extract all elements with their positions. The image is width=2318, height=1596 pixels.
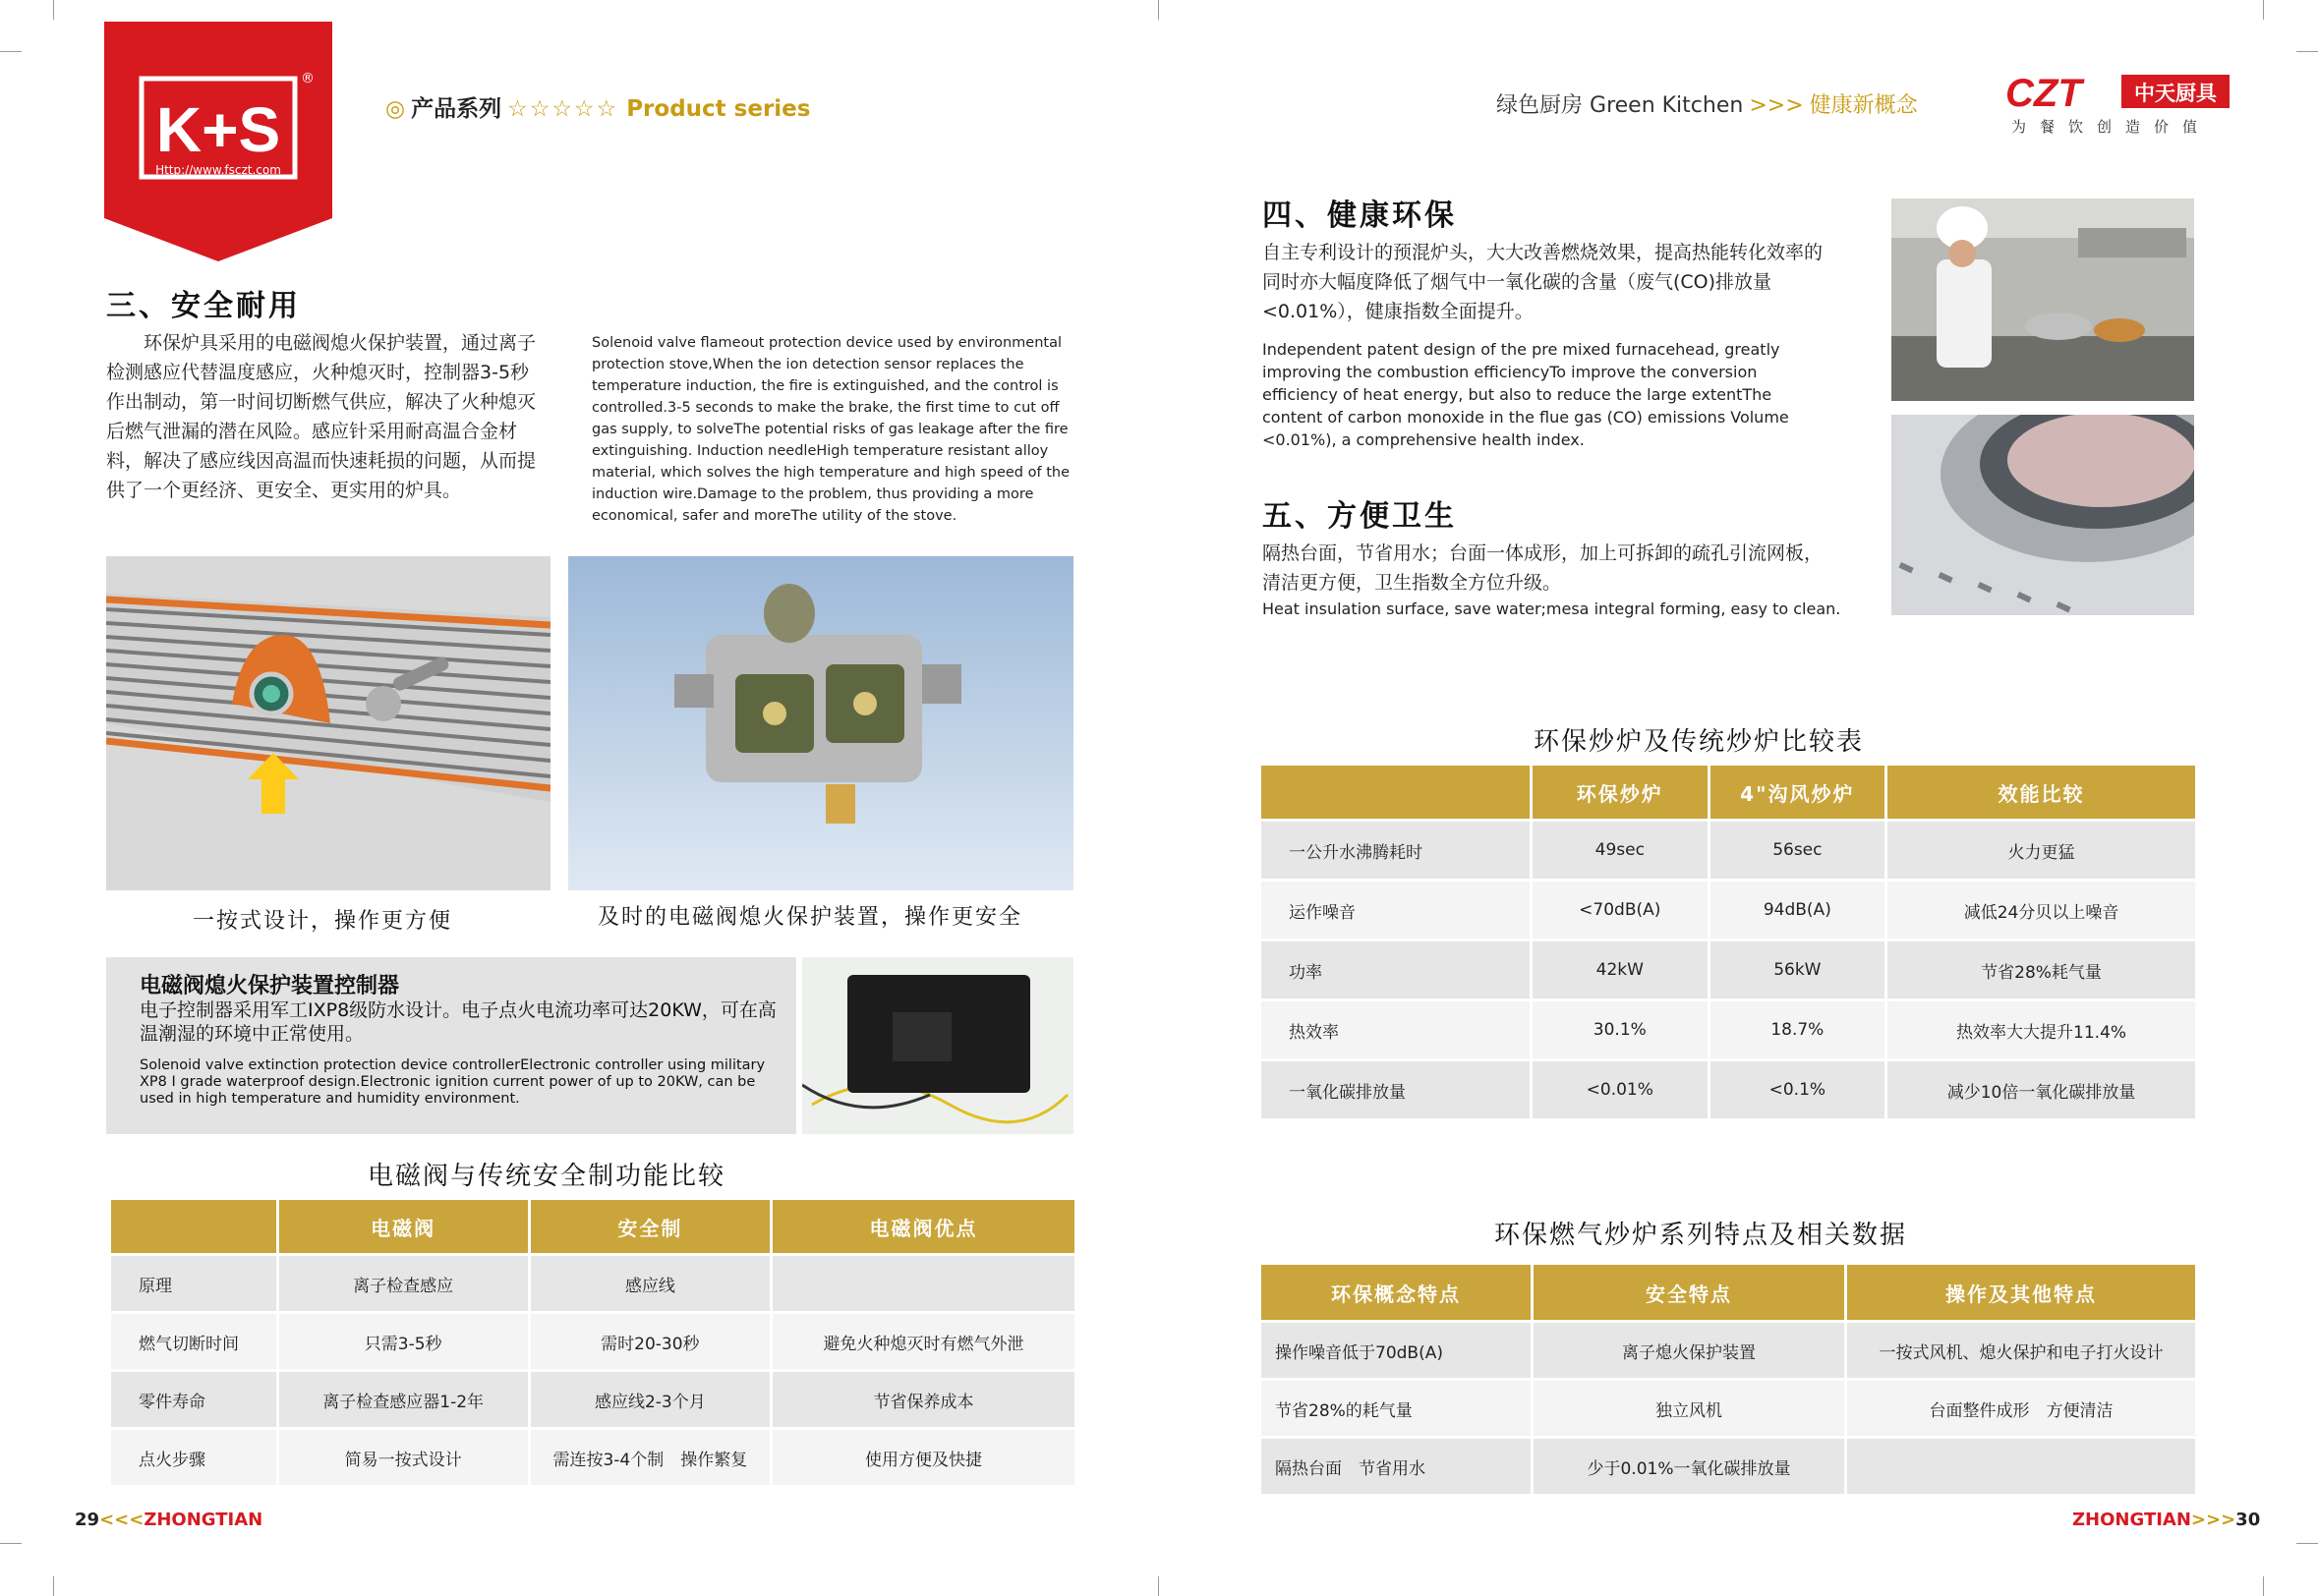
- section4-title: 四、健康环保: [1262, 199, 1457, 233]
- section4-zh: 自主专利设计的预混炉头，大大改善燃烧效果，提高热能转化效率的同时亦大幅度降低了烟气中一氧化碳的含量（废气(CO)排放量<0.01%），健康指数全面提升。: [1262, 242, 1824, 322]
- controller-title: 电磁阀熄火保护装置控制器: [140, 974, 400, 998]
- table-cell: 49sec: [1533, 822, 1708, 879]
- table-cell: <0.01%: [1533, 1061, 1708, 1118]
- ks-logo: [104, 22, 332, 261]
- table-row: [1261, 1323, 2195, 1378]
- section3-en: Solenoid valve flameout protection device used by environmental protection stove,When the ion detection sensor replaces the temperature induction, the fire is extinguished, and the control is controlled.3-5 seconds to make the brake, the first time to cut off gas supply, to solveThe potential risks of gas leakage after the fire extinguishing. Induction needleHigh temperature resistant alloy material, which solves the high temperature and high speed of the induction wire.Damage to the problem, thus providing a more economical, safer and moreThe utility of the stove.: [592, 335, 1070, 524]
- burner-surface-photo: [1891, 415, 2194, 615]
- header-concept: 健康新概念: [1809, 93, 1918, 118]
- section5-zh: 隔热台面，节省用水；台面一体成形，加上可拆卸的疏孔引流网板，清洁更方便，卫生指数全方位升级。: [1262, 542, 1824, 594]
- table-header-cell: 电磁阀: [279, 1200, 528, 1253]
- table-row: [111, 1314, 1074, 1369]
- table-row: [111, 1372, 1074, 1427]
- crop-mark: [1158, 1576, 1159, 1596]
- table-cell: 56sec: [1710, 822, 1885, 879]
- table-header-row: [1261, 1265, 2195, 1320]
- section3-title: 三、安全耐用: [106, 289, 301, 323]
- controller-photo: [802, 957, 1073, 1134]
- header-label-en: Green Kitchen: [1590, 93, 1744, 118]
- table-cell: 节省28%耗气量: [1887, 941, 2195, 998]
- header-green-kitchen: [1496, 88, 1918, 119]
- table-cell: 94dB(A): [1710, 882, 1885, 939]
- table-cell: <0.1%: [1710, 1061, 1885, 1118]
- table-stove: [1258, 763, 2198, 1121]
- header-label: 产品系列: [411, 96, 502, 122]
- page-number: 29: [75, 1510, 100, 1530]
- table-cell: 台面整件成形 方便清洁: [1847, 1381, 2195, 1436]
- table-cell: 火力更猛: [1887, 822, 2195, 879]
- table-row: [1261, 1061, 2195, 1118]
- page-number-left: [75, 1510, 262, 1530]
- table-cell: 功率: [1261, 941, 1530, 998]
- header-series: Product series: [626, 96, 811, 122]
- table-cell: 操作噪音低于70dB(A): [1261, 1323, 1531, 1378]
- table-features: [1258, 1262, 2198, 1497]
- table-cell: 节省28%的耗气量: [1261, 1381, 1531, 1436]
- arrows-icon: >>>: [2190, 1510, 2236, 1530]
- crop-mark: [2263, 0, 2264, 20]
- one-button-photo: [106, 556, 551, 890]
- table-header-cell: 安全制: [531, 1200, 770, 1253]
- table-cell: 需时20-30秒: [531, 1314, 770, 1369]
- table-valve-title: 电磁阀与传统安全制功能比较: [368, 1162, 726, 1191]
- table-header-cell: 操作及其他特点: [1847, 1265, 2195, 1320]
- table-header-cell: 效能比较: [1887, 766, 2195, 819]
- section3-zh: 环保炉具采用的电磁阀熄火保护装置，通过离子检测感应代替温度感应，火种熄灭时，控制器3-5秒作出制动，第一时间切断燃气供应，解决了火种熄灭后燃气泄漏的潜在风险。感应针采用耐高温合金材料，解决了感应线因高温而快速耗损的问题，从而提供了一个更经济、更安全、更实用的炉具。: [106, 332, 537, 501]
- table-cell: 简易一按式设计: [279, 1430, 528, 1485]
- table-row: [1261, 1001, 2195, 1058]
- header-label-zh: 绿色厨房: [1496, 93, 1584, 118]
- section5-title: 五、方便卫生: [1262, 499, 1457, 534]
- crop-mark: [0, 51, 22, 52]
- page-brand: ZHONGTIAN: [144, 1510, 263, 1530]
- table-cell: 一氧化碳排放量: [1261, 1061, 1530, 1118]
- table-row: [1261, 941, 2195, 998]
- table-cell: 感应线: [531, 1256, 770, 1311]
- controller-en: Solenoid valve extinction protection device controllerElectronic controller using military XP8 I grade waterproof design.Electronic ignition current power of up to 20KW, can be used in high temperature and humidity environment.: [140, 1057, 766, 1107]
- table-cell: 节省保养成本: [773, 1372, 1074, 1427]
- table-cell: 离子检查感应: [279, 1256, 528, 1311]
- table-cell: 需连按3-4个制 操作繁复: [531, 1430, 770, 1485]
- crop-mark: [53, 1576, 54, 1596]
- table-header-row: [1261, 766, 2195, 819]
- table-header-cell: [1261, 766, 1530, 819]
- page-number-right: [2072, 1510, 2260, 1530]
- table-cell: 原理: [111, 1256, 276, 1311]
- table-cell: 热效率大大提升11.4%: [1887, 1001, 2195, 1058]
- czt-tagline: 为餐饮创造价值: [2011, 118, 2212, 136]
- caption-one-button: 一按式设计，操作更方便: [193, 909, 453, 934]
- table-cell: 减低24分贝以上噪音: [1887, 882, 2195, 939]
- crop-mark: [2296, 51, 2318, 52]
- table-cell: [1847, 1439, 2195, 1494]
- table-cell: [773, 1256, 1074, 1311]
- solenoid-valve-photo: [568, 556, 1073, 890]
- table-cell: 运作噪音: [1261, 882, 1530, 939]
- table-row: [1261, 822, 2195, 879]
- table-cell: 使用方便及快捷: [773, 1430, 1074, 1485]
- table-cell: 感应线2-3个月: [531, 1372, 770, 1427]
- table-cell: <70dB(A): [1533, 882, 1708, 939]
- caption-valve: 及时的电磁阀熄火保护装置，操作更安全: [598, 905, 1023, 930]
- table-cell: 减少10倍一氧化碳排放量: [1887, 1061, 2195, 1118]
- table-header-row: [111, 1200, 1074, 1253]
- table-header-cell: [111, 1200, 276, 1253]
- table-cell: 一公升水沸腾耗时: [1261, 822, 1530, 879]
- page-brand: ZHONGTIAN: [2072, 1510, 2191, 1530]
- table-header-cell: 环保炒炉: [1533, 766, 1708, 819]
- arrows-icon: <<<: [99, 1510, 145, 1530]
- table-cell: 一按式风机、熄火保护和电子打火设计: [1847, 1323, 2195, 1378]
- table-cell: 离子检查感应器1-2年: [279, 1372, 528, 1427]
- table-cell: 42kW: [1533, 941, 1708, 998]
- crop-mark: [2263, 1576, 2264, 1596]
- crop-mark: [53, 0, 54, 20]
- table-cell: 燃气切断时间: [111, 1314, 276, 1369]
- table-stove-title: 环保炒炉及传统炒炉比较表: [1534, 727, 1865, 757]
- czt-logo-text: CZT: [2005, 72, 2082, 114]
- table-cell: 只需3-5秒: [279, 1314, 528, 1369]
- table-header-cell: 环保概念特点: [1261, 1265, 1531, 1320]
- table-cell: 热效率: [1261, 1001, 1530, 1058]
- table-cell: 零件寿命: [111, 1372, 276, 1427]
- table-cell: 独立风机: [1534, 1381, 1844, 1436]
- table-row: [1261, 1439, 2195, 1494]
- crop-mark: [2296, 1543, 2318, 1544]
- table-cell: 18.7%: [1710, 1001, 1885, 1058]
- ks-logo-url: Http://www.fsczt.com: [155, 163, 281, 177]
- table-cell: 避免火种熄灭时有燃气外泄: [773, 1314, 1074, 1369]
- table-cell: 离子熄火保护装置: [1534, 1323, 1844, 1378]
- table-features-title: 环保燃气炒炉系列特点及相关数据: [1494, 1221, 1908, 1250]
- ks-logo-text: K+S: [155, 94, 281, 165]
- table-cell: 30.1%: [1533, 1001, 1708, 1058]
- table-cell: 少于0.01%一氧化碳排放量: [1534, 1439, 1844, 1494]
- czt-logo-name: 中天厨具: [2134, 82, 2217, 105]
- svg-text:®: ®: [301, 71, 315, 86]
- table-cell: 隔热台面 节省用水: [1261, 1439, 1531, 1494]
- header-product-series: [385, 90, 810, 123]
- table-row: [1261, 1381, 2195, 1436]
- kitchen-chef-photo: [1891, 199, 2194, 401]
- table-header-cell: 电磁阀优点: [773, 1200, 1074, 1253]
- table-row: [111, 1430, 1074, 1485]
- table-valve: [108, 1197, 1077, 1488]
- section4-en: Independent patent design of the pre mixed furnacehead, greatly improving the combustion efficiencyTo improve the conversion efficiency of heat energy, but also to reduce the large extentThe content of carbon monoxide in the flue gas (CO) emissions Volume <0.01%), a comprehensive health index.: [1262, 340, 1789, 449]
- crop-mark: [1158, 0, 1159, 20]
- crop-mark: [0, 1543, 22, 1544]
- stars-icon: ☆☆☆☆☆: [507, 96, 619, 122]
- table-cell: 56kW: [1710, 941, 1885, 998]
- arrows-icon: >>>: [1749, 93, 1804, 118]
- table-cell: 点火步骤: [111, 1430, 276, 1485]
- table-header-cell: 4"沟风炒炉: [1710, 766, 1885, 819]
- page-number: 30: [2235, 1510, 2261, 1530]
- section5-en: Heat insulation surface, save water;mesa integral forming, easy to clean.: [1262, 599, 1841, 618]
- table-header-cell: 安全特点: [1534, 1265, 1844, 1320]
- bullet-icon: ◎: [385, 96, 406, 122]
- controller-zh: 电子控制器采用军工IXP8级防水设计。电子点火电流功率可达20KW，可在高温潮湿的环境中正常使用。: [140, 999, 777, 1045]
- table-row: [111, 1256, 1074, 1311]
- table-row: [1261, 882, 2195, 939]
